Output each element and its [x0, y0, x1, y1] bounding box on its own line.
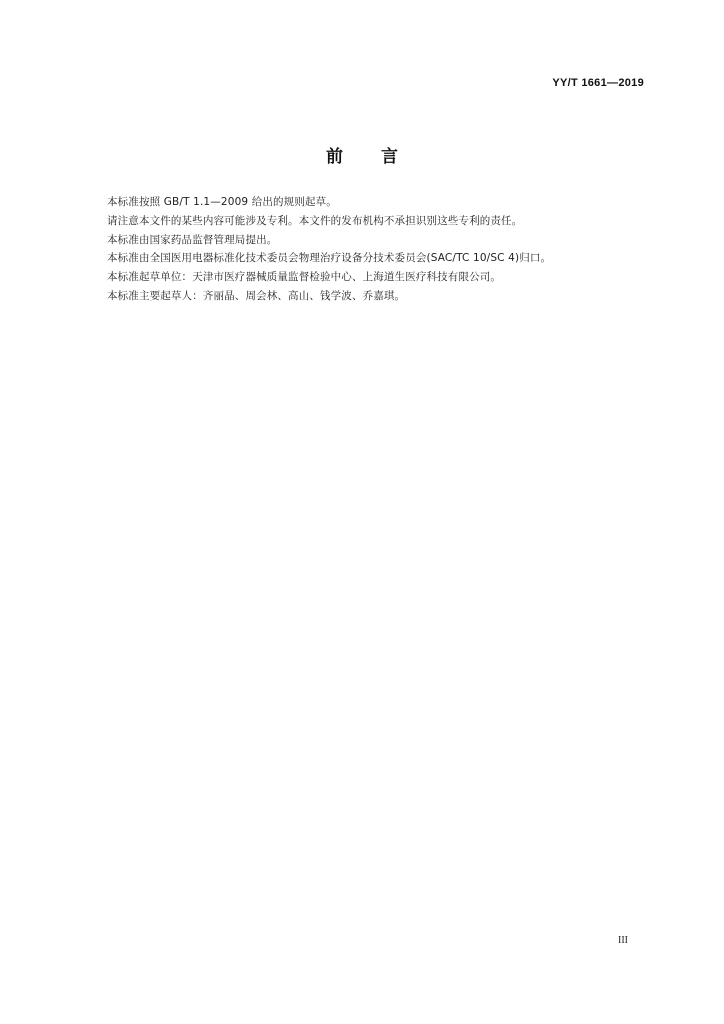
paragraph: 本标准按照 GB/T 1.1—2009 给出的规则起草。 [107, 196, 337, 208]
paragraph: 请注意本文件的某些内容可能涉及专利。本文件的发布机构不承担识别这些专利的责任。 [107, 214, 523, 227]
paragraph: 本标准主要起草人：齐丽晶、周会林、高山、钱学波、乔嘉琪。 [107, 289, 406, 302]
page-number: III [618, 935, 628, 946]
foreword-body [107, 193, 667, 306]
standard-code: YY/T 1661—2019 [552, 77, 644, 89]
paragraph: 本标准起草单位：天津市医疗器械质量监督检验中心、上海道生医疗科技有限公司。 [107, 271, 502, 284]
paragraph: 本标准由国家药品监督管理局提出。 [107, 233, 278, 246]
section-title: 前言 [326, 147, 436, 167]
paragraph: 本标准由全国医用电器标准化技术委员会物理治疗设备分技术委员会(SAC/TC 10/SC 4)归口。 [107, 252, 552, 265]
